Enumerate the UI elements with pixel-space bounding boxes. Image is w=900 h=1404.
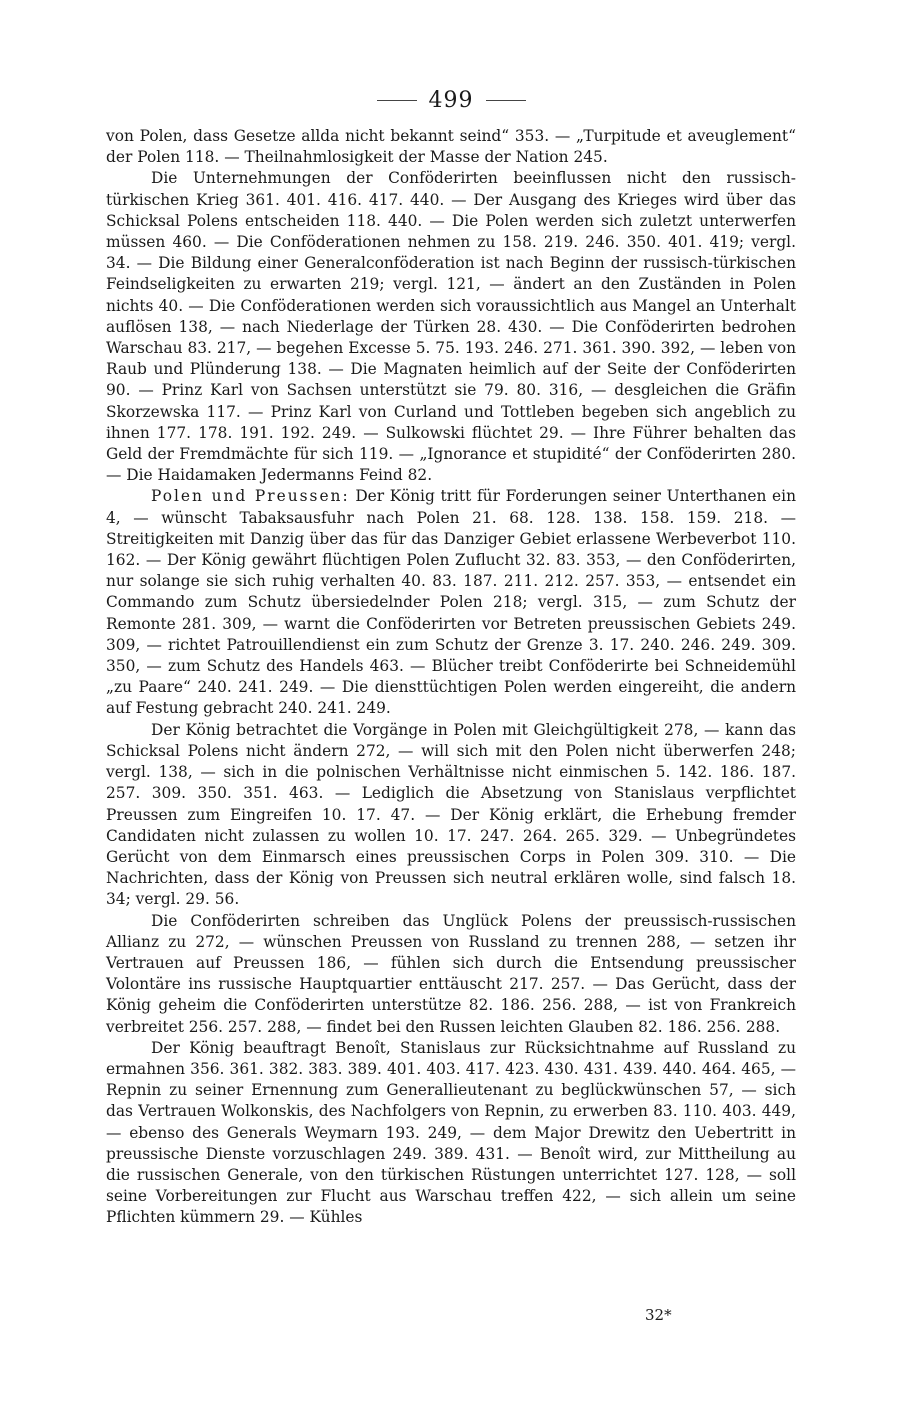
page-header <box>106 82 796 118</box>
paragraph-polen-und-preussen <box>106 486 796 719</box>
paragraph-conföderirten: Die Unternehmungen der Conföderirten beeinflussen nicht den russisch-türkischen Krieg 361. 401. 416. 417. 440. — Der Ausgang des Krieges wird über das Schicksal Polens entscheiden 118. 440. — Die Polen werden sich zuletzt unterwerfen müssen 460. — Die Conföderationen nehmen zu 158. 219. 246. 350. 401. 419; vergl. 34. — Die Bildung einer Generalconföderation ist nach Beginn der russisch-türkischen Feindseligkeiten zu erwarten 219; vergl. 121, — ändert an den Zuständen in Polen nichts 40. — Die Conföderationen werden sich voraussichtlich aus Mangel an Unterhalt auflösen 138, — nach Niederlage der Türken 28. 430. — Die Conföderirten bedrohen Warschau 83. 217, — begehen Excesse 5. 75. 193. 246. 271. 361. 390. 392, — leben von Raub und Plünderung 138. — Die Magnaten heimlich auf der Seite der Conföderirten 90. — Prinz Karl von Sachsen unterstützt sie 79. 80. 316, — desgleichen die Gräfin Skorzewska 117. — Prinz Karl von Curland und Tottleben begeben sich angeblich zu ihnen 177. 178. 191. 192. 249. — Sulkowski flüchtet 29. — Ihre Führer behalten das Geld der Fremdmächte für sich 119. — „Ignorance et stupidité“ der Conföderirten 280. — Die Haidamaken Jedermanns Feind 82. <box>106 169 796 485</box>
paragraph-koenig-betrachtet: Der König betrachtet die Vorgänge in Polen mit Gleichgültigkeit 278, — kann das Schicksal Polens nicht ändern 272, — will sich mit den Polen nicht überwerfen 248; vergl. 138, — sich in die polnischen Verhältnisse nicht einmischen 5. 142. 186. 187. 257. 309. 350. 351. 463. — Lediglich die Absetzung von Stanislaus verpflichtet Preussen zum Eingreifen 10. 17. 47. — Der König erklärt, die Erhebung fremder Candidaten nicht zulassen zu wollen 10. 17. 247. 264. 265. 329. — Unbegründetes Gerücht von dem Einmarsch eines preussischen Corps in Polen 309. 310. — Die Nachrichten, dass der König von Preussen sich neutral erklären wolle, sind falsch 18. 34; vergl. 29. 56. <box>106 720 796 909</box>
index-page <box>106 82 796 1229</box>
page-number: 499 <box>428 87 474 113</box>
section-heading-polen-und-preussen: Polen und Preussen: <box>151 487 350 506</box>
signature-mark: 32* <box>645 1306 672 1324</box>
header-rule-left <box>377 100 417 101</box>
paragraph-text: Der König tritt für Forderungen seiner Unterthanen ein 4, — wünscht Tabaksausfuhr nach Polen 21. 68. 128. 138. 158. 159. 218. — Streitigkeiten mit Danzig über das für das Danziger Gebiet erlassene Werbeverbot 110. 162. — Der König gewährt flüchtigen Polen Zuflucht 32. 83. 353, — den Conföderirten, nur solange sie sich ruhig verhalten 40. 83. 187. 211. 212. 257. 353, — entsendet ein Commando zum Schutz übersiedelnder Polen 218; vergl. 315, — zum Schutz der Remonte 281. 309, — warnt die Conföderirten vor Betreten preussischen Gebiets 249. 309, — richtet Patrouillendienst ein zum Schutz der Grenze 3. 17. 240. 246. 249. 309. 350, — zum Schutz des Handels 463. — Blücher treibt Conföderirte bei Schneidemühl „zu Paare“ 240. 241. 249. — Die diensttüchtigen Polen werden eingereiht, die andern auf Festung gebracht 240. 241. 249. <box>106 487 796 718</box>
paragraph-continuation: von Polen, dass Gesetze allda nicht bekannt seind“ 353. — „Turpitude et aveuglement“ der Polen 118. — Theilnahmlosigkeit der Masse der Nation 245. <box>106 127 796 167</box>
header-rule-right <box>486 100 526 101</box>
paragraph-conföderirten-schreiben: Die Conföderirten schreiben das Unglück Polens der preussisch-russischen Allianz zu 272, — wünschen Preussen von Russland zu trennen 288, — setzen ihr Vertrauen auf Preussen 186, — fühlen sich durch die Entsendung preussischer Volontäre ins russische Hauptquartier enttäuscht 217. 257. — Das Gerücht, dass der König geheim die Conföderirten unterstütze 82. 186. 256. 288, — ist von Frankreich verbreitet 256. 257. 288, — findet bei den Russen leichten Glauben 82. 186. 256. 288. <box>106 911 796 1036</box>
paragraph-koenig-beauftragt: Der König beauftragt Benoît, Stanislaus zur Rücksichtnahme auf Russland zu ermahnen 356. 361. 382. 383. 389. 401. 403. 417. 423. 430. 431. 439. 440. 464. 465, — Repnin zu seiner Ernennung zum Generallieutenant zu beglückwünschen 57, — sich das Vertrauen Wolkonskis, des Nachfolgers von Repnin, zu erwerben 83. 110. 403. 449, — ebenso des Generals Weymarn 193. 249, — dem Major Drewitz den Uebertritt in preussische Dienste vorzuschlagen 249. 389. 431. — Benoît wird, zur Mittheilung au die russischen Generale, von den türkischen Rüstungen unterrichtet 127. 128, — soll seine Vorbereitungen zur Flucht aus Warschau treffen 422, — sich allein um seine Pflichten kümmern 29. — Kühles <box>106 1038 796 1227</box>
